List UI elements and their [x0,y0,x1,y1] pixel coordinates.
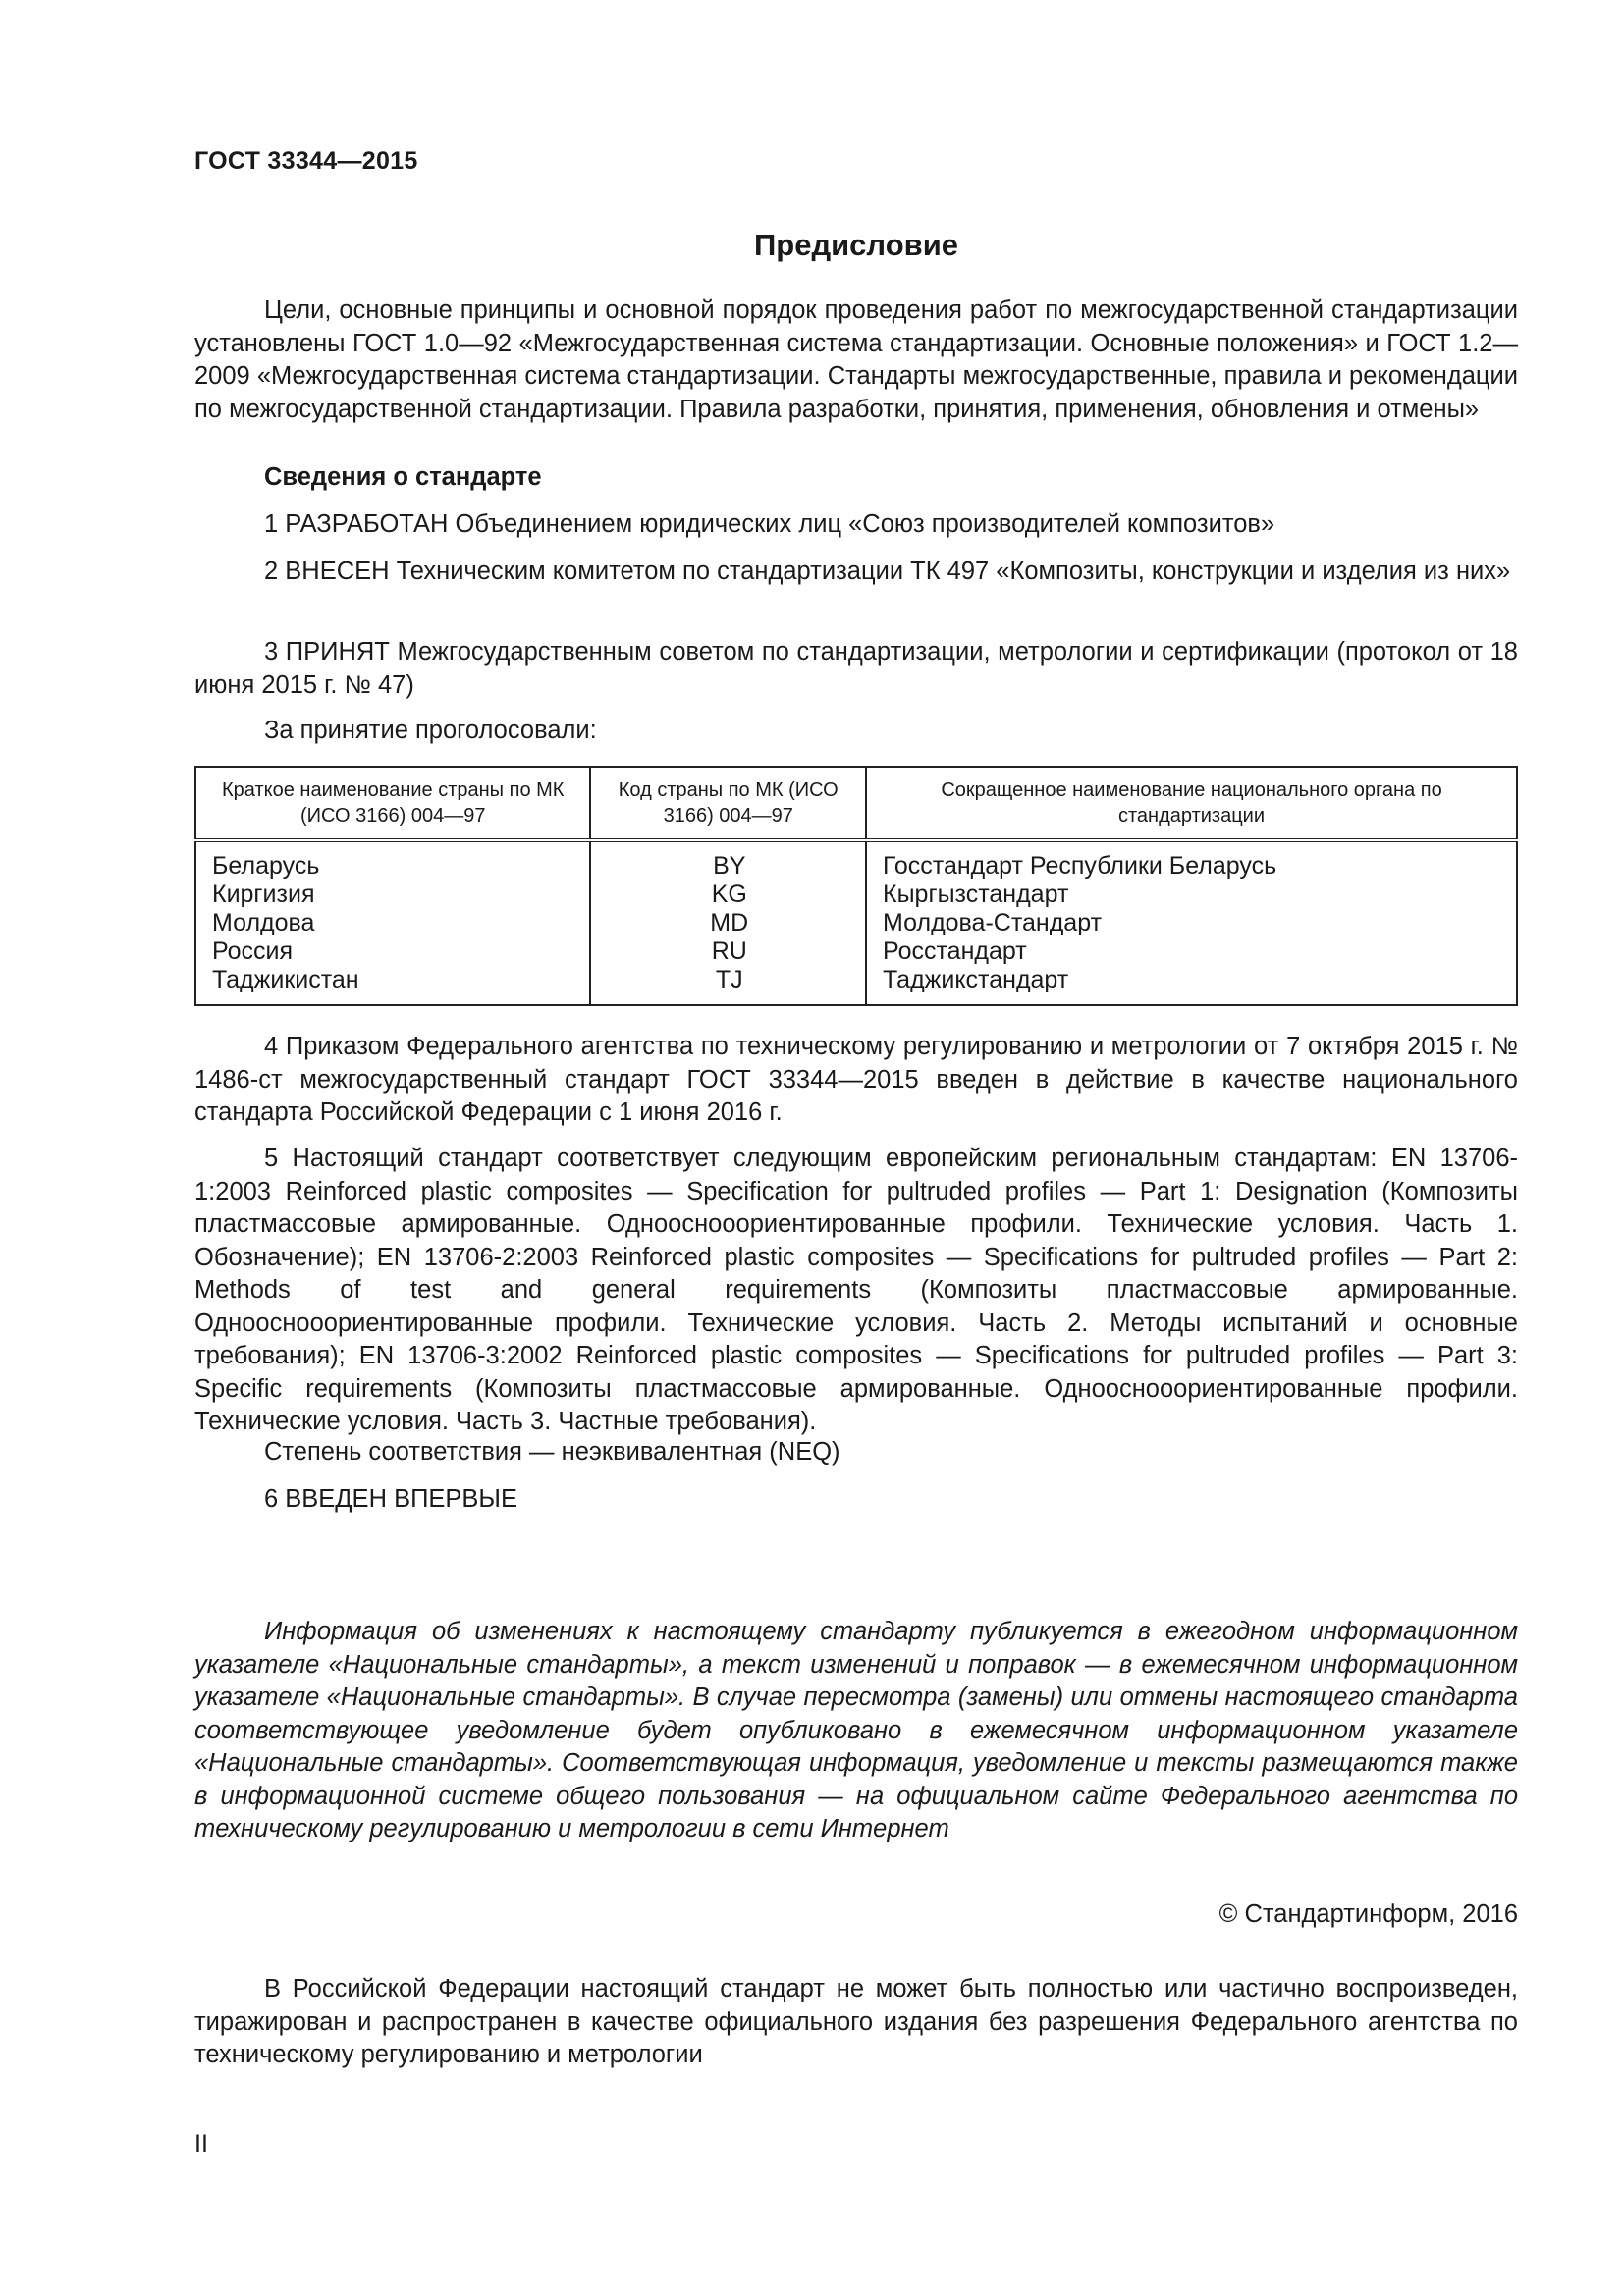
country-cell [195,840,590,1005]
country-code: KG [711,881,747,908]
conformity-degree: Степень соответствия — неэквивалентная (NEQ) [264,1438,840,1466]
item-3: 3 ПРИНЯТ Межгосударственным советом по стандартизации, метрологии и сертификации (протокол от 18 июня 2015 г. № 47) [194,638,1518,699]
header-code: Код страны по МК (ИСО 3166) 004—97 [590,767,866,840]
page-number: II [194,2130,208,2158]
item-1: 1 РАЗРАБОТАН Объединением юридических лиц «Союз производителей композитов» [264,510,1275,538]
voting-table [194,766,1518,1006]
voted-label: За принятие проголосовали: [264,717,597,744]
page-title: Предисловие [753,228,958,262]
country-name: Беларусь [212,852,320,880]
table-header-row [195,767,1517,840]
item-2: 2 ВНЕСЕН Техническим комитетом по стандартизации ТК 497 «Композиты, конструкции и изделия из них» [264,558,1511,585]
item-5: 5 Настоящий стандарт соответствует следующим европейским региональным стандартам: EN 13706-1:2003 Reinforced plastic composites — Specification for pultruded profiles — Part 1: Designation (Композиты пластмассовые армированные. Однооснооориентированные профили. Технические условия. Часть 1. Обозначение); EN 13706-2:2003 Reinforced plastic composites — Specifications for pultruded profiles — Part 2: Methods of test and general requirements (Композиты пластмассовые армированные. Однооснооориентированные профили. Технические условия. Часть 2. Методы испытаний и основные требования); EN 13706-3:2002 Reinforced plastic composites — Specifications for pultruded profiles — Part 3: Specific requirements (Композиты пластмассовые армированные. Однооснооориентированные профили. Технические условия. Часть 3. Частные требования). [194,1145,1518,1435]
standards-body: Росстандарт [883,937,1027,965]
standards-body: Кыргызстандарт [883,881,1069,908]
item-4: 4 Приказом Федерального агентства по техническому регулированию и метрологии от 7 октября 2015 г. № 1486-ст межгосударственный стандарт ГОСТ 33344—2015 введен в действие в качестве национального стандарта Российской Федерации с 1 июня 2016 г. [194,1033,1518,1126]
header-body: Сокращенное наименование национального органа по стандартизации [866,767,1517,840]
country-code: MD [710,909,749,936]
country-code: TJ [715,966,743,993]
country-name: Киргизия [212,881,315,908]
copyright: © Стандартинформ, 2016 [1218,1900,1518,1928]
table-row [195,840,1517,1005]
country-name: Молдова [212,909,315,936]
rights-notice: В Российской Федерации настоящий стандарт не может быть полностью или частично воспроизведен, тиражирован и распространен в качестве официального издания без разрешения Федерального агентства по техническому регулированию и метрологии [194,1975,1518,2068]
header-country: Краткое наименование страны по МК (ИСО 3166) 004—97 [195,767,590,840]
item-6: 6 ВВЕДЕН ВПЕРВЫЕ [264,1485,518,1513]
changes-notice: Информация об изменениях к настоящему стандарту публикуется в ежегодном информационном указателе «Национальные стандарты», а текст изменений и поправок — в ежемесячном информационном указателе «Национальные стандарты». В случае пересмотра (замены) или отмены настоящего стандарта соответствующее уведомление будет опубликовано в ежемесячном информационном указателе «Национальные стандарты». Соответствующая информация, уведомление и тексты размещаются также в информационной системе общего пользования — на официальном сайте Федерального агентства по техническому регулированию и метрологии в сети Интернет [194,1618,1518,1842]
country-name: Россия [212,937,293,965]
body-cell [866,840,1517,1005]
country-code: BY [713,852,746,880]
code-cell [590,840,866,1005]
intro-paragraph: Цели, основные принципы и основной порядок проведения работ по межгосударственной стандартизации установлены ГОСТ 1.0—92 «Межгосударственная система стандартизации. Основные положения» и ГОСТ 1.2—2009 «Межгосударственная система стандартизации. Стандарты межгосударственные, правила и рекомендации по межгосударственной стандартизации. Правила разработки, принятия, применения, обновления и отмены» [194,296,1518,423]
country-name: Таджикистан [212,966,359,993]
standards-body: Молдова-Стандарт [883,909,1103,936]
info-heading: Сведения о стандарте [264,463,542,491]
standards-body: Таджикстандарт [883,966,1069,993]
standards-body: Госстандарт Республики Беларусь [883,852,1277,880]
doc-code: ГОСТ 33344—2015 [194,147,418,175]
country-code: RU [711,937,747,965]
